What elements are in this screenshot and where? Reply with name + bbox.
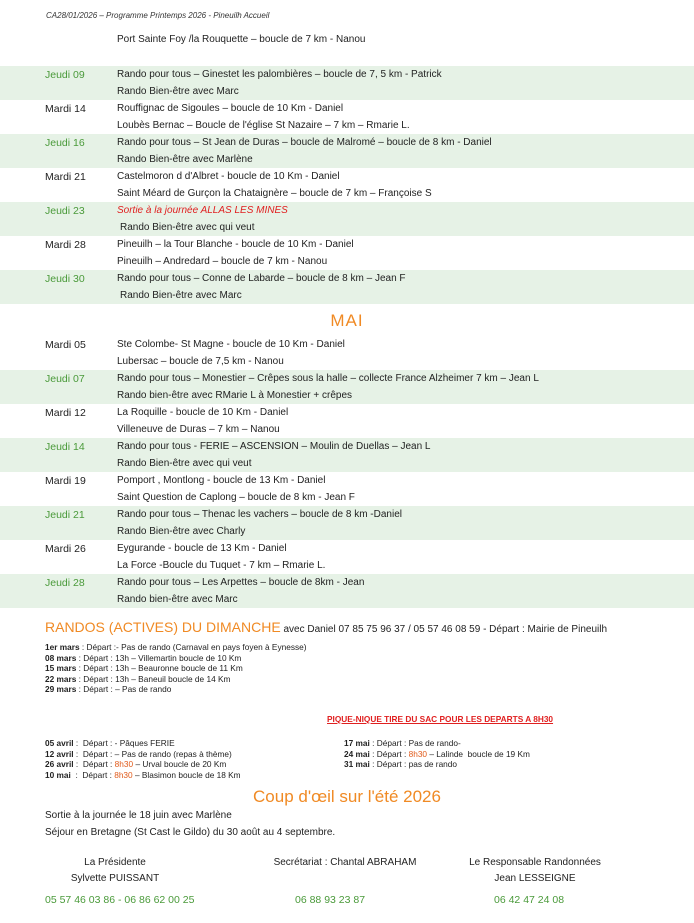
schedule-day: Mardi 05: [45, 339, 86, 351]
schedule-row: [0, 472, 694, 506]
dimanche-title: [45, 619, 607, 635]
dimanche-entry: [45, 738, 241, 749]
may-schedule: [0, 336, 694, 608]
schedule-row: [0, 506, 694, 540]
dimanche-date: 17 mai: [344, 738, 370, 748]
dimanche-date: 29 mars: [45, 684, 77, 695]
schedule-line: Rando Bien-être avec Marlène: [117, 154, 253, 165]
dimanche-entry: [45, 684, 307, 695]
month-heading-mai: MAI: [330, 311, 364, 330]
dimanche-sep: :: [369, 759, 377, 770]
dimanche-sep: :: [73, 748, 83, 759]
ete-line-1: Sortie à la journée le 18 juin avec Marlène: [45, 810, 232, 821]
schedule-line: Saint Méard de Gurçon la Chataignère – boucle de 7 km – Françoise S: [117, 188, 432, 199]
schedule-line: Rando pour tous – Ginestet les palombières – boucle de 7, 5 km - Patrick: [117, 69, 442, 80]
dimanche-time: 8h30: [408, 748, 428, 759]
dimanche-title-main: RANDOS (ACTIVES) DU DIMANCHE: [45, 619, 281, 635]
dimanche-sep: :: [76, 652, 84, 663]
schedule-day: Mardi 26: [45, 543, 86, 555]
dimanche-mars-list: [45, 642, 307, 695]
schedule-line: Rando pour tous – Thenac les vachers – boucle de 8 km -Daniel: [117, 509, 402, 520]
dimanche-text: Départ : 13h – Beauronne boucle de 11 Km: [83, 663, 243, 674]
dimanche-sep: :: [369, 738, 377, 748]
schedule-line: Pomport , Montlong - boucle de 13 Km - Daniel: [117, 475, 326, 486]
schedule-row: [0, 202, 694, 236]
schedule-day: Jeudi 21: [45, 509, 85, 521]
pique-nique-notice: PIQUE-NIQUE TIRE DU SAC POUR LES DEPARTS A 8H30: [327, 714, 554, 724]
schedule-line: Rando pour tous – Monestier – Crêpes sous la halle – collecte France Alzheimer 7 km – Jean L: [117, 373, 539, 384]
dimanche-text-post: – Lalinde boucle de 19 Km: [427, 748, 530, 759]
schedule-line: Pineuilh – la Tour Blanche - boucle de 10 Km - Daniel: [117, 239, 354, 250]
schedule-row: [0, 168, 694, 202]
ete-line-2: Séjour en Bretagne (St Cast le Gildo) du 30 août au 4 septembre.: [45, 827, 336, 838]
schedule-day: Jeudi 07: [45, 373, 85, 385]
dimanche-entry: [45, 749, 241, 760]
signature-responsable: [455, 855, 615, 887]
dimanche-time: 8h30: [114, 759, 134, 770]
responsable-role: Le Responsable Randonnées: [469, 857, 601, 868]
dimanche-text: Départ : 13h – Baneuil boucle de 14 Km: [83, 673, 231, 684]
dimanche-text: Départ :- Pas de rando (Carnaval en pays foyen à Eynesse): [86, 642, 307, 652]
schedule-day: Jeudi 23: [45, 205, 85, 217]
dimanche-date: 1er mars: [45, 642, 80, 652]
schedule-line: Rando pour tous – St Jean de Duras – boucle de Malromé – boucle de 8 km - Daniel: [117, 137, 492, 148]
dimanche-date: 31 mai: [344, 759, 370, 770]
dimanche-text: Départ : Pas de rando-: [376, 738, 461, 748]
dimanche-date: 08 mars: [45, 652, 77, 663]
secretariat-phone: 06 88 93 23 87: [295, 894, 366, 906]
schedule-line: Rando Bien-être avec Marc: [120, 290, 242, 301]
dimanche-entry: [344, 738, 530, 749]
signature-presidente: [60, 855, 170, 887]
signature-secretariat: [255, 855, 435, 871]
dimanche-date: 12 avril: [45, 748, 74, 759]
dimanche-sep: :: [73, 759, 83, 770]
schedule-line: Saint Question de Caplong – boucle de 8 km - Jean F: [117, 492, 355, 503]
schedule-day: Jeudi 30: [45, 273, 85, 285]
dimanche-text: Départ :: [82, 759, 115, 770]
dimanche-date: 24 mai: [344, 748, 370, 759]
dimanche-sep: :: [76, 673, 84, 684]
dimanche-text: Départ :: [82, 769, 115, 780]
dimanche-date: 22 mars: [45, 673, 77, 684]
dimanche-date: 10 mai: [45, 769, 71, 780]
dimanche-text-post: – Blasimon boucle de 18 Km: [132, 769, 241, 780]
dimanche-text: Départ : 13h – Villemartin boucle de 10 Km: [83, 652, 242, 663]
schedule-row: [0, 540, 694, 574]
schedule-line: Port Sainte Foy /la Rouquette – boucle de 7 km - Nanou: [117, 34, 366, 45]
dimanche-sep: :: [79, 642, 87, 652]
schedule-day: Mardi 14: [45, 103, 86, 115]
presidente-role: La Présidente: [84, 857, 146, 868]
schedule-line: Rando pour tous – Conne de Labarde – boucle de 8 km – Jean F: [117, 273, 406, 284]
schedule-line: Rouffignac de Sigoules – boucle de 10 Km - Daniel: [117, 103, 344, 114]
dimanche-entry: [45, 674, 307, 685]
ete-title: Coup d'œil sur l'été 2026: [253, 787, 441, 806]
schedule-line: Rando Bien-être avec Marc: [117, 86, 239, 97]
schedule-line: La Force -Boucle du Tuquet - 7 km – Rmarie L.: [117, 560, 326, 571]
dimanche-subtitle: avec Daniel 07 85 75 96 37 / 05 57 46 08 59 - Départ : Mairie de Pineuilh: [283, 624, 608, 635]
schedule-day: Jeudi 14: [45, 441, 85, 453]
schedule-row: [0, 100, 694, 134]
schedule-line: Ste Colombe- St Magne - boucle de 10 Km - Daniel: [117, 339, 345, 350]
schedule-line: Rando Bien-être avec Charly: [117, 526, 246, 537]
schedule-day: Jeudi 28: [45, 577, 85, 589]
schedule-line: Rando bien-être avec RMarie L à Monestier + crêpes: [117, 390, 353, 401]
schedule-line: Lubersac – boucle de 7,5 km - Nanou: [117, 356, 284, 367]
schedule-day: Mardi 19: [45, 475, 86, 487]
dimanche-entry: [45, 759, 241, 770]
dimanche-sep: :: [76, 684, 84, 695]
schedule-line: Eygurande - boucle de 13 Km - Daniel: [117, 543, 287, 554]
schedule-day: Mardi 28: [45, 239, 86, 251]
schedule-line: Villeneuve de Duras – 7 km – Nanou: [117, 424, 280, 435]
schedule-row: [0, 31, 694, 66]
schedule-line: Rando Bien-être avec qui veut: [120, 222, 255, 233]
dimanche-entry: [45, 663, 307, 674]
schedule-line: La Roquille - boucle de 10 Km - Daniel: [117, 407, 289, 418]
dimanche-entry: [45, 770, 241, 781]
schedule-row: [0, 370, 694, 404]
dimanche-sep: :: [76, 663, 84, 674]
schedule-row: [0, 236, 694, 270]
schedule-day: Mardi 21: [45, 171, 86, 183]
dimanche-date: 05 avril: [45, 738, 74, 748]
responsable-phone: 06 42 47 24 08: [494, 894, 565, 906]
schedule-row: [0, 438, 694, 472]
dimanche-sep: :: [369, 748, 377, 759]
secretariat-name: Secrétariat : Chantal ABRAHAM: [273, 857, 417, 868]
presidente-name: Sylvette PUISSANT: [70, 873, 160, 884]
schedule-row: [0, 336, 694, 370]
page-header: CA28/01/2026 – Programme Printemps 2026 - Pineuilh Accueil: [46, 11, 270, 20]
schedule-day: Mardi 12: [45, 407, 86, 419]
dimanche-text: Départ : – Pas de rando (repas à thème): [82, 748, 232, 759]
dimanche-entry: [344, 749, 530, 760]
schedule-row: [0, 66, 694, 100]
schedule-day: Jeudi 16: [45, 137, 85, 149]
dimanche-avril-mai-right: [344, 738, 530, 770]
april-schedule: [0, 31, 694, 304]
dimanche-entry: [45, 653, 307, 664]
dimanche-text: Départ : - Pâques FERIE: [82, 738, 175, 748]
dimanche-sep: :: [73, 738, 83, 748]
schedule-row: [0, 134, 694, 168]
schedule-line: Rando Bien-être avec qui veut: [117, 458, 252, 469]
schedule-row: [0, 574, 694, 608]
dimanche-text: Départ : pas de rando: [376, 759, 458, 770]
schedule-line: Loubès Bernac – Boucle de l'église St Nazaire – 7 km – Rmarie L.: [117, 120, 410, 131]
schedule-row: [0, 270, 694, 304]
dimanche-time: 8h30: [114, 769, 133, 780]
dimanche-entry: [45, 642, 307, 653]
dimanche-text: Départ :: [376, 748, 409, 759]
dimanche-avril-mai-left: [45, 738, 241, 780]
schedule-line: Sortie à la journée ALLAS LES MINES: [117, 205, 288, 216]
dimanche-text: Départ : – Pas de rando: [83, 684, 172, 695]
responsable-name: Jean LESSEIGNE: [494, 873, 576, 884]
schedule-line: Rando bien-être avec Marc: [117, 594, 238, 605]
schedule-day: Jeudi 09: [45, 69, 85, 81]
dimanche-sep: :: [70, 769, 83, 780]
presidente-phone: 05 57 46 03 86 - 06 86 62 00 25: [45, 894, 195, 906]
schedule-line: Pineuilh – Andredard – boucle de 7 km - Nanou: [117, 256, 328, 267]
schedule-line: Rando pour tous – Les Arpettes – boucle de 8km - Jean: [117, 577, 365, 588]
schedule-line: Castelmoron d d'Albret - boucle de 10 Km - Daniel: [117, 171, 340, 182]
dimanche-text-post: – Urval boucle de 20 Km: [133, 759, 227, 770]
dimanche-entry: [344, 759, 530, 770]
schedule-row: [0, 404, 694, 438]
dimanche-date: 15 mars: [45, 663, 77, 674]
schedule-line: Rando pour tous - FERIE – ASCENSION – Moulin de Duellas – Jean L: [117, 441, 431, 452]
dimanche-date: 26 avril: [45, 759, 74, 770]
